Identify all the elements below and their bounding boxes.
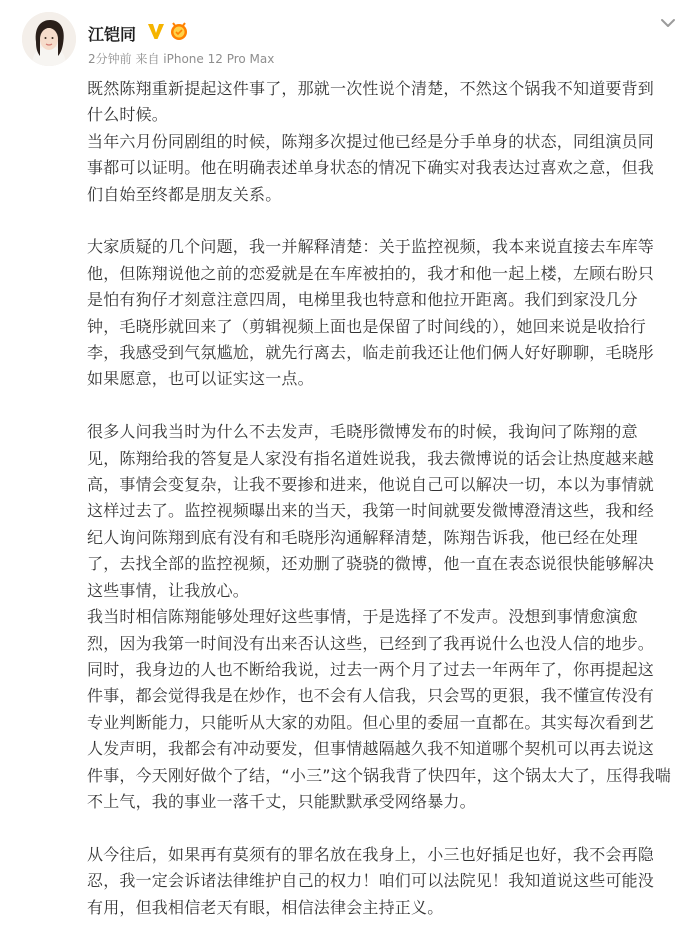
avatar-image [22, 12, 76, 66]
text-line: 大家质疑的几个问题，我一并解释清楚：关于监控视频，我本来说直接去车库等 [87, 237, 655, 257]
post-paragraph [87, 604, 683, 815]
text-line: 这样过去了。监控视频曝出来的当天，我第一时间就要发微博澄清这些，我和经 [87, 501, 655, 521]
text-line: 纪人询问陈翔到底有没有和毛晓彤沟通解释清楚，陈翔告诉我，他已经在处理 [87, 527, 638, 547]
user-name[interactable]: 江铠同 [88, 25, 137, 44]
v-verified-icon[interactable] [146, 21, 166, 41]
text-line: 人发声明，我都会有冲动要发，但事情越隔越久我不知道哪个契机可以再去说这 [87, 739, 655, 759]
post-paragraph [87, 419, 683, 604]
text-line: 钟，毛晓彤就回来了（剪辑视频上面也是保留了时间线的），她回来说是收拾行 [87, 316, 647, 336]
paragraph-gap [87, 393, 683, 419]
post-paragraph [87, 76, 683, 129]
post-paragraph [87, 129, 683, 208]
text-line: 这些事情，让我放心。 [87, 580, 250, 600]
text-line: 高，事情会变复杂，让我不要掺和进来，他说自己可以解决一切，本以为事情就 [87, 475, 655, 495]
post-paragraph [87, 234, 683, 392]
vip-medal-icon[interactable] [168, 20, 190, 42]
text-line: 见，陈翔给我的答复是人家没有指名道姓说我，我去微博说的话会让热度越来越 [87, 448, 655, 468]
text-line: 什么时候。 [87, 105, 169, 125]
text-line: 同时，我身边的人也不断给我说，过去一两个月了过去一年两年了，你再提起这 [87, 659, 655, 679]
text-line: 李，我感受到气氛尴尬，就先行离去，临走前我还让他们俩人好好聊聊，毛晓彤 [87, 343, 655, 363]
text-line: 既然陈翔重新提起这件事了，那就一次性说个清楚，不然这个锅我不知道要背到 [87, 79, 655, 98]
paragraph-gap [87, 208, 683, 234]
text-line: 很多人问我当时为什么不去发声，毛晓彤微博发布的时候，我询问了陈翔的意 [87, 422, 638, 442]
post-content [87, 76, 683, 921]
post-paragraph [87, 842, 683, 921]
post-header [0, 0, 700, 76]
text-line: 有用，但我相信老天有眼，相信法律会主持正义。 [87, 897, 444, 917]
avatar[interactable] [22, 12, 76, 66]
text-line: 当年六月份同剧组的时候，陈翔多次提过他已经是分手单身的状态，同组演员同 [87, 131, 655, 151]
text-line: 从今往后，如果再有莫须有的罪名放在我身上，小三也好插足也好，我不会再隐 [87, 844, 655, 864]
text-line: 不上气，我的事业一落千丈，只能默默承受网络暴力。 [87, 791, 476, 811]
post-meta [88, 50, 274, 67]
post-time: 2分钟前 [88, 52, 132, 66]
text-line: 如果愿意，也可以证实这一点。 [87, 369, 314, 389]
paragraph-gap [87, 815, 683, 841]
text-line: 是怕有狗仔才刻意注意四周，电梯里我也特意和他拉开距离。我们到家没几分 [87, 290, 638, 310]
text-line: 件事，今天刚好做个了结，“小三”这个锅我背了快四年，这个锅太大了，压得我喘 [87, 765, 671, 785]
text-line: 烈，因为我第一时间没有出来否认这些，已经到了我再说什么也没人信的地步。 [87, 633, 655, 653]
text-line: 专业判断能力，只能听从大家的劝阻。但心里的委屈一直都在。其实每次看到艺 [87, 712, 655, 732]
chevron-down-icon[interactable] [657, 12, 679, 34]
text-line: 事都可以证明。他在明确表述单身状态的情况下确实对我表达过喜欢之意，但我 [87, 158, 655, 178]
text-line: 忍，我一定会诉诸法律维护自己的权力！咱们可以法院见！我知道说这些可能没 [87, 871, 655, 891]
text-line: 他，但陈翔说他之前的恋爱就是在车库被拍的，我才和他一起上楼，左顾右盼只 [87, 263, 655, 283]
post-source: 来自 iPhone 12 Pro Max [135, 52, 275, 66]
text-line: 们自始至终都是朋友关系。 [87, 184, 282, 204]
text-line: 了，去找全部的监控视频，还劝删了骁骁的微博，他一直在表态说很快能够解决 [87, 554, 655, 574]
text-line: 我当时相信陈翔能够处理好这些事情，于是选择了不发声。没想到事情愈演愈 [87, 607, 638, 627]
text-line: 件事，都会觉得我是在炒作，也不会有人信我，只会骂的更狠，我不懂宣传没有 [87, 686, 655, 706]
